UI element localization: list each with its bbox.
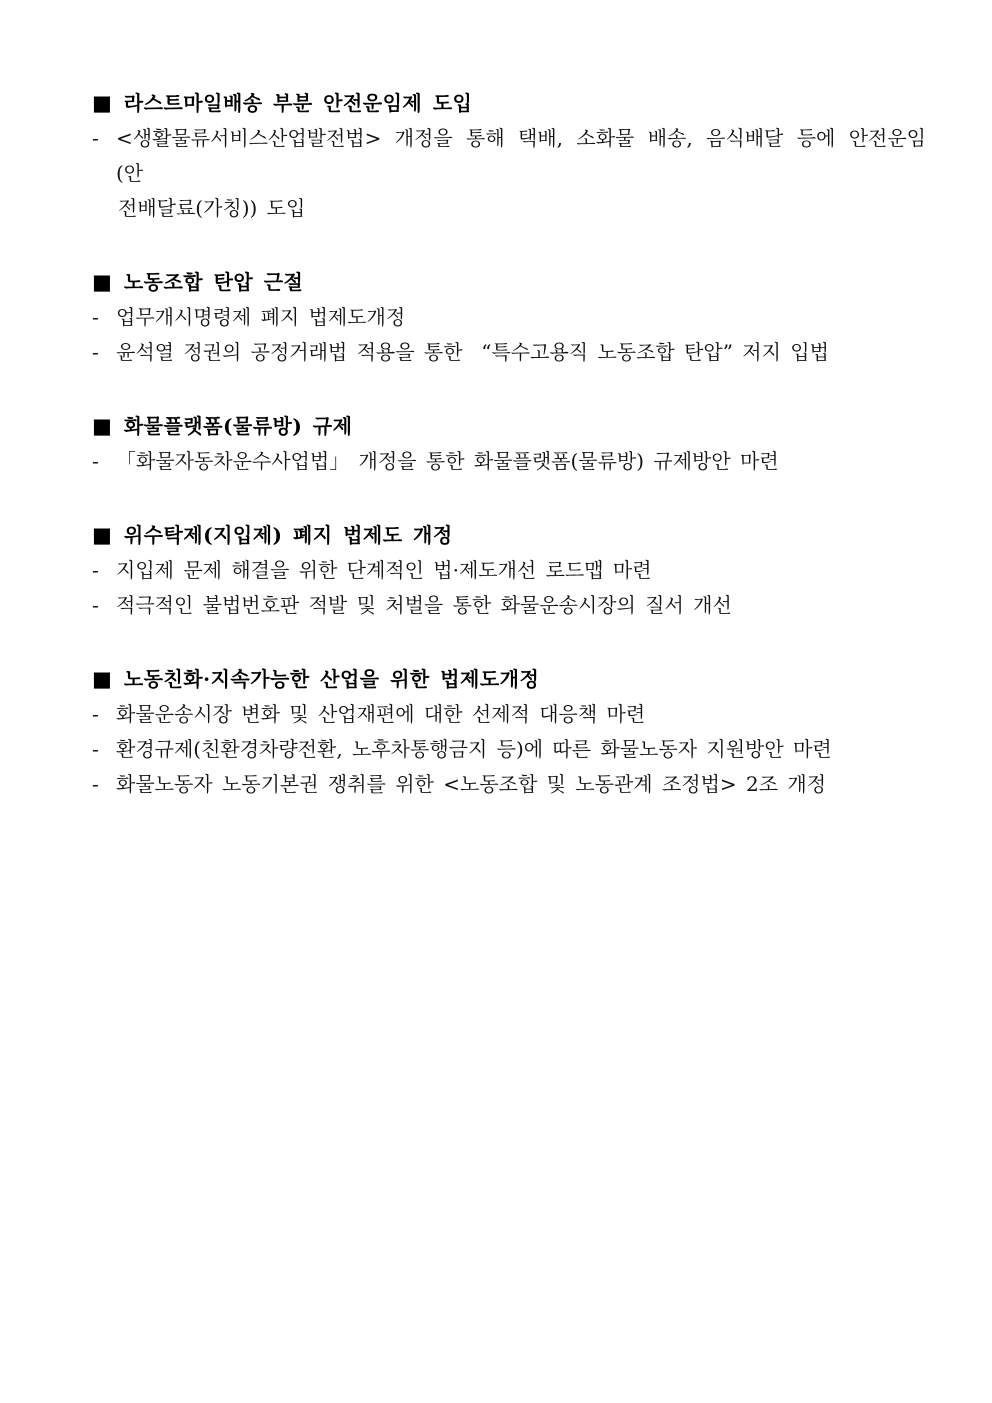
dash-marker: -	[92, 126, 99, 150]
dash-marker: -	[92, 340, 99, 364]
bullet-text: 윤석열 정권의 공정거래법 적용을 통한 “특수고용직 노동조합 탄압” 저지 입법	[116, 340, 829, 364]
section-header	[92, 86, 938, 121]
bullet-item	[92, 732, 938, 767]
bullet-item	[92, 553, 938, 588]
section-union-suppression	[92, 265, 938, 370]
bullet-text: <생활물류서비스산업발전법> 개정을 통해 택배, 소화물 배송, 음식배달 등에 안전운임(안	[116, 126, 926, 185]
black-square-bullet-icon: ■	[92, 667, 112, 691]
bullet-text: 「화물자동차운수사업법」 개정을 통한 화물플랫폼(물류방) 규제방안 마련	[116, 449, 779, 473]
bullet-text-continuation: 전배달료(가칭)) 도입	[118, 196, 306, 220]
bullet-text: 환경규제(친환경차량전환, 노후차통행금지 등)에 따른 화물노동자 지원방안 마련	[116, 737, 832, 761]
dash-marker: -	[92, 772, 99, 796]
bullet-text: 화물노동자 노동기본권 쟁취를 위한 <노동조합 및 노동관계 조정법> 2조 개정	[116, 772, 827, 796]
section-header	[92, 265, 938, 300]
section-header	[92, 409, 938, 444]
bullet-text: 업무개시명령제 폐지 법제도개정	[116, 305, 406, 329]
section-last-mile-delivery	[92, 86, 938, 226]
section-header	[92, 518, 938, 553]
dash-marker: -	[92, 702, 99, 726]
black-square-bullet-icon: ■	[92, 91, 112, 115]
bullet-item	[92, 335, 938, 370]
dash-marker: -	[92, 305, 99, 329]
bullet-item	[92, 697, 938, 732]
black-square-bullet-icon: ■	[92, 270, 112, 294]
section-title: 노동친화·지속가능한 산업을 위한 법제도개정	[123, 667, 540, 691]
bullet-item	[92, 588, 938, 623]
bullet-text: 적극적인 불법번호판 적발 및 처벌을 통한 화물운송시장의 질서 개선	[116, 593, 732, 617]
black-square-bullet-icon: ■	[92, 523, 112, 547]
section-cargo-platform-regulation	[92, 409, 938, 479]
dash-marker: -	[92, 593, 99, 617]
section-header	[92, 662, 938, 697]
dash-marker: -	[92, 737, 99, 761]
black-square-bullet-icon: ■	[92, 414, 112, 438]
section-title: 노동조합 탄압 근절	[123, 270, 304, 294]
section-title: 화물플랫폼(물류방) 규제	[123, 414, 353, 438]
section-consignment-abolition	[92, 518, 938, 623]
section-labor-friendly-industry	[92, 662, 938, 802]
bullet-item	[92, 767, 938, 802]
dash-marker: -	[92, 449, 99, 473]
section-title: 위수탁제(지입제) 폐지 법제도 개정	[123, 523, 453, 547]
bullet-text: 지입제 문제 해결을 위한 단계적인 법·제도개선 로드맵 마련	[116, 558, 652, 582]
dash-marker: -	[92, 558, 99, 582]
bullet-item	[92, 121, 938, 191]
bullet-item	[92, 444, 938, 479]
section-title: 라스트마일배송 부분 안전운임제 도입	[123, 91, 473, 115]
bullet-item	[92, 300, 938, 335]
bullet-text: 화물운송시장 변화 및 산업재편에 대한 선제적 대응책 마련	[116, 702, 646, 726]
